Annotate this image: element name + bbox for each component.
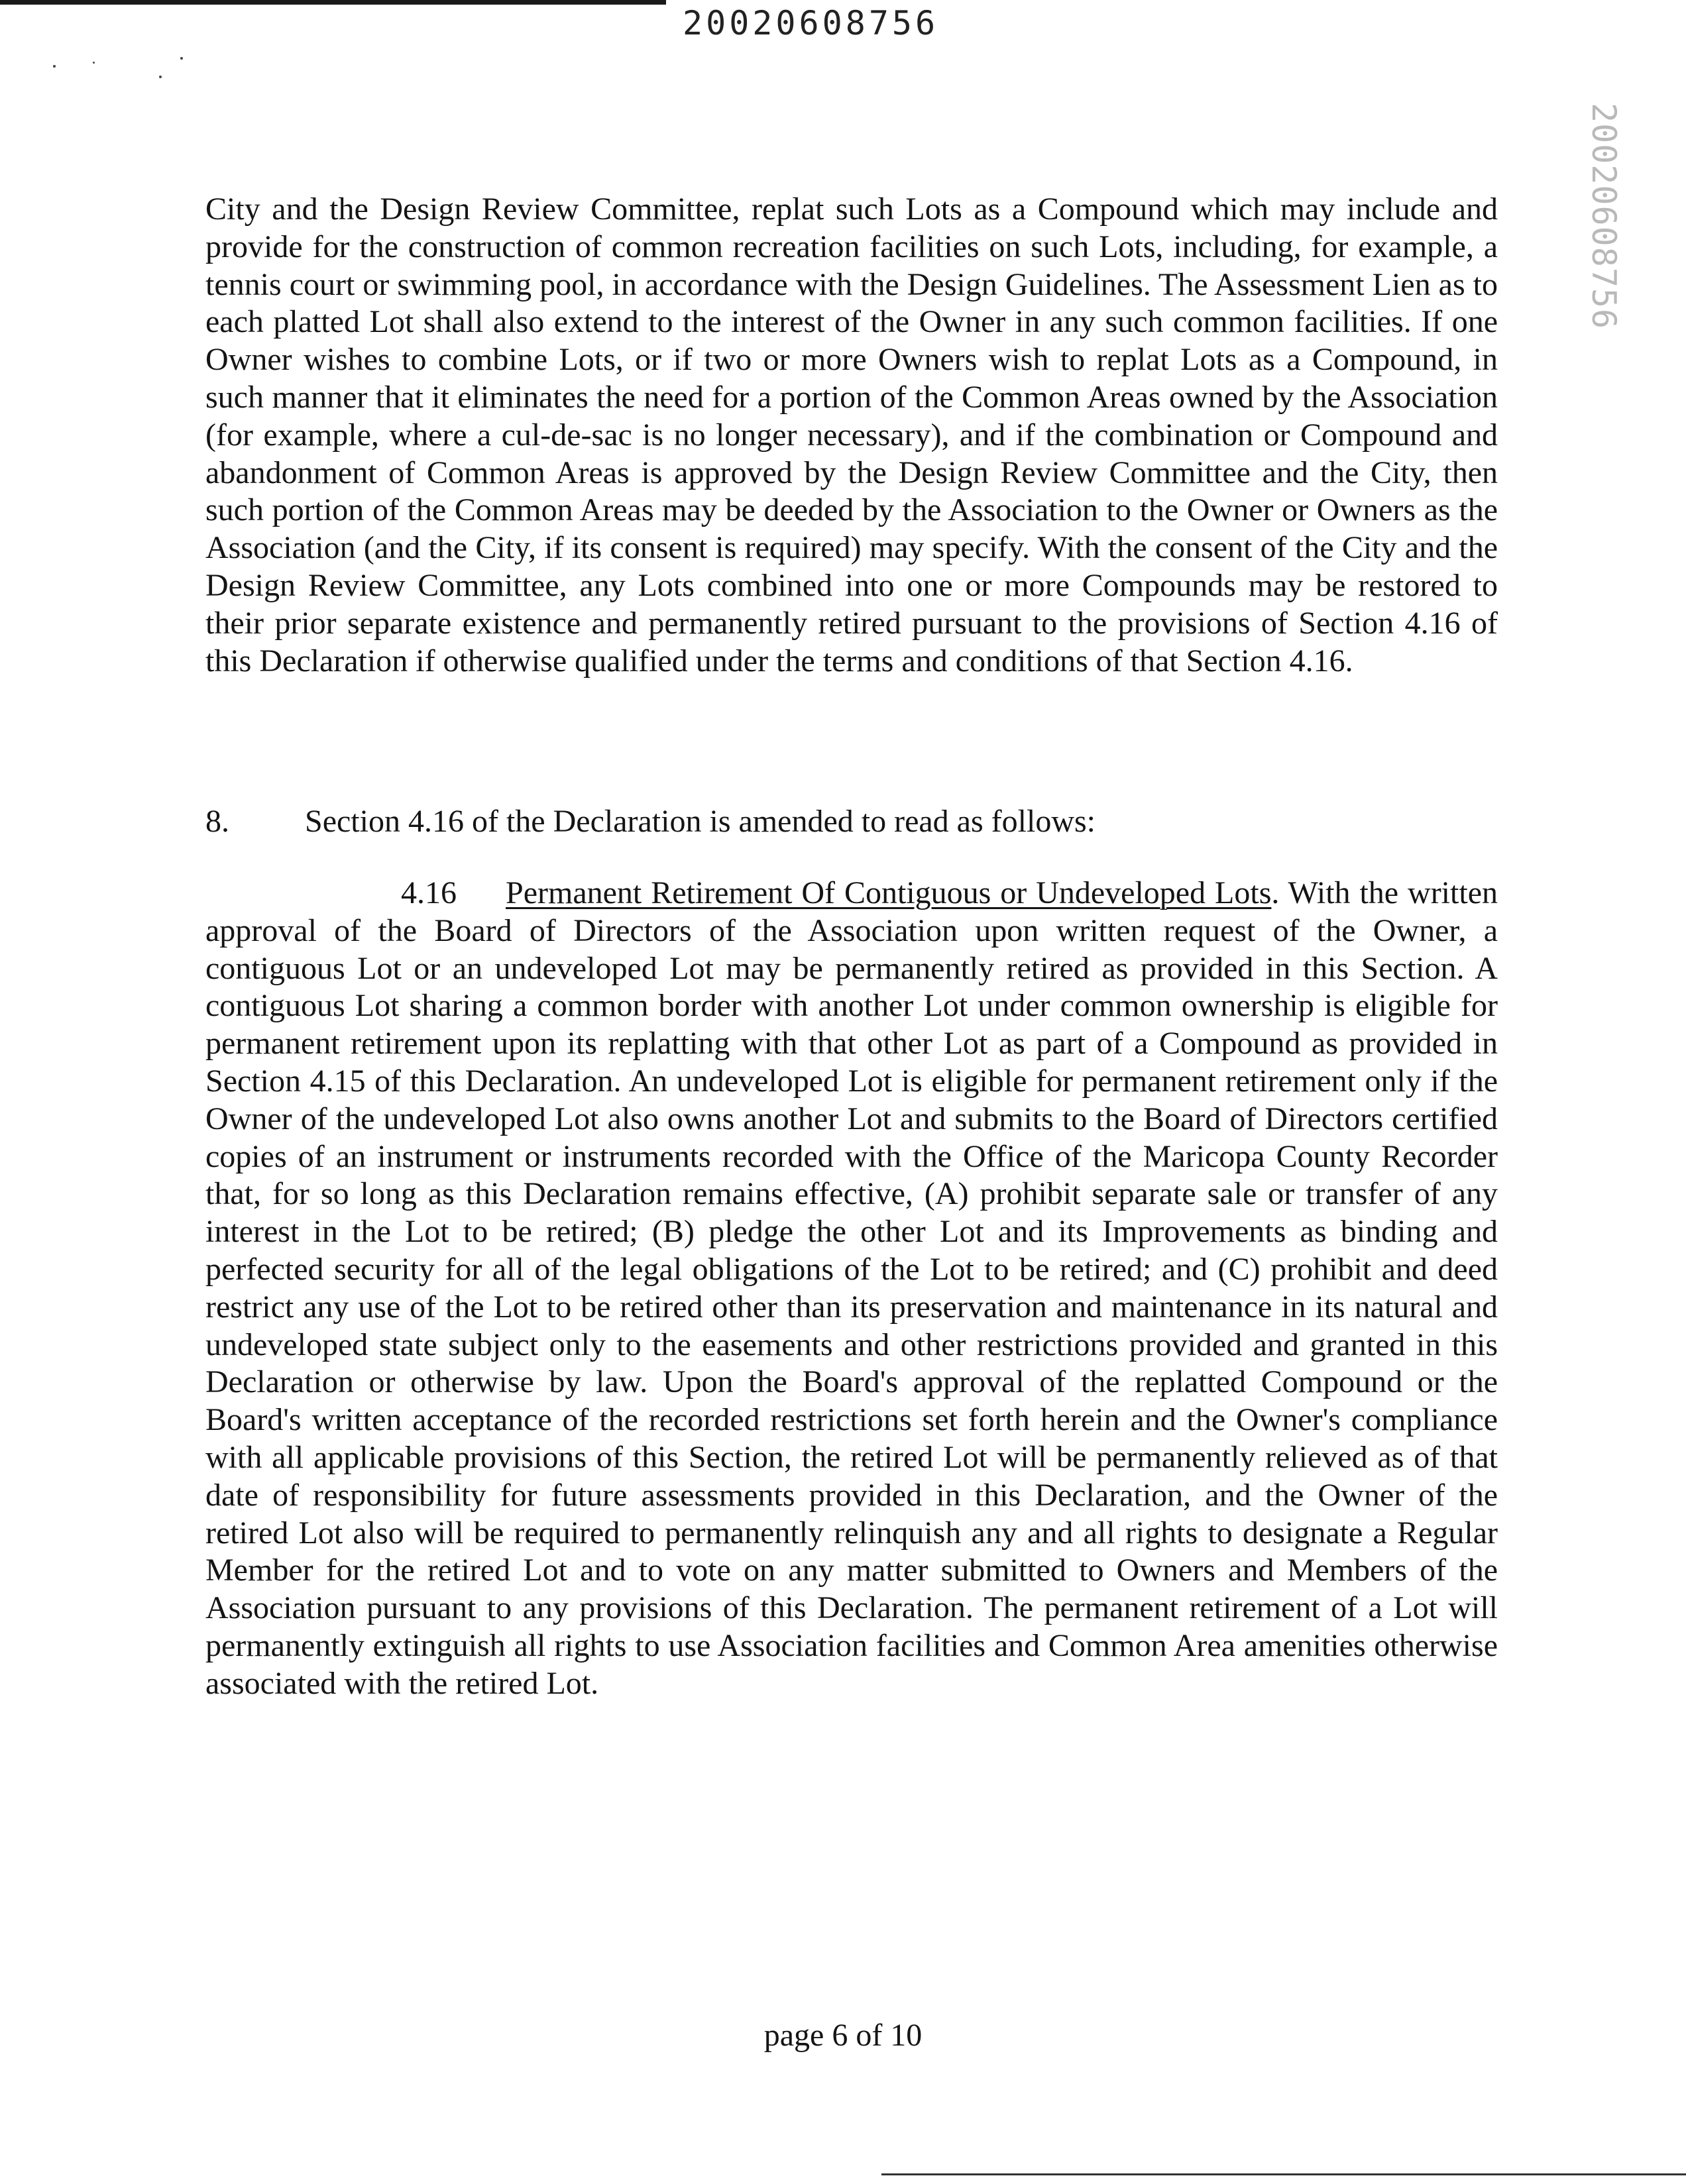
recording-number: 20020608756 xyxy=(683,4,939,42)
amendment-item-text: Section 4.16 of the Declaration is amended to read as follows: xyxy=(305,804,1096,839)
section-number: 4.16 xyxy=(401,875,457,910)
scan-speck xyxy=(180,57,183,60)
section-body: With the written approval of the Board of Directors of the Association upon written request of the Owner, a contiguous Lot or an undeveloped Lot may be permanently retired as provided in this Section. A contiguous Lot sharing a common border with another Lot under common ownership is eligible for permanent retirement upon its replatting with that other Lot as part of a Compound as provided in Section 4.15 of this Declaration. An undeveloped Lot is eligible for permanent retirement only if the Owner of the undeveloped Lot also owns another Lot and submits to the Board of Directors certified copies of an instrument or instruments recorded with the Office of the Maricopa County Recorder that, for so long as this Declaration remains effective, (A) prohibit separate sale or transfer of any interest in the Lot to be retired; (B) pledge the other Lot and its Improvements as binding and perfected security for all of the legal obligations of the Lot to be retired; and (C) prohibit and deed restrict any use of the Lot to be retired other than its preservation and maintenance in its natural and undeveloped state subject only to the easements and other restrictions provided and granted in this Declaration or otherwise by law. Upon the Board's approval of the replatted Compound or the Board's written acceptance of the recorded restrictions set forth herein and the Owner's compliance with all applicable provisions of this Section, the retired Lot will be permanently relieved as of that date of responsibility for future assessments provided in this Declaration, and the Owner of the retired Lot also will be required to permanently relinquish any and all rights to designate a Regular Member for the retired Lot and to vote on any matter submitted to Owners and Members of the Association pursuant to any provisions of this Declaration. The permanent retirement of a Lot will permanently extinguish all rights to use Association facilities and Common Area amenities otherwise associated with the retired Lot. xyxy=(205,875,1498,1701)
amendment-item-number: 8. xyxy=(205,804,229,839)
section-paragraph xyxy=(205,875,1498,1703)
section-title: Permanent Retirement Of Contiguous or Undeveloped Lots xyxy=(506,875,1272,910)
scan-speck xyxy=(53,65,56,68)
section-title-end: . xyxy=(1271,875,1280,910)
side-stamp-number: 20020608756 xyxy=(1585,103,1623,330)
scan-speck xyxy=(159,76,162,78)
page-number: page 6 of 10 xyxy=(763,2018,923,2053)
continuation-paragraph: City and the Design Review Committee, replat such Lots as a Compound which may include and provide for the construction of common recreation facilities on such Lots, including, for example, a tennis court or swimming pool, in accordance with the Design Guidelines. The Assessment Lien as to each platted Lot shall also extend to the interest of the Owner in any such common facilities. If one Owner wishes to combine Lots, or if two or more Owners wish to replat Lots as a Compound, in such manner that it eliminates the need for a portion of the Common Areas owned by the Association (for example, where a cul-de-sac is no longer necessary), and if the combination or Compound and abandonment of Common Areas is approved by the Design Review Committee and the City, then such portion of the Common Areas may be deeded by the Association to the Owner or Owners as the Association (and the City, if its consent is required) may specify. With the consent of the City and the Design Review Committee, any Lots combined into one or more Compounds may be restored to their prior separate existence and permanently retired pursuant to the provisions of Section 4.16 of this Declaration if otherwise qualified under the terms and conditions of that Section 4.16. xyxy=(205,191,1498,679)
side-stamp xyxy=(1581,103,1627,331)
scan-speck xyxy=(93,62,95,64)
amendment-item xyxy=(205,802,1096,842)
top-rule xyxy=(0,0,666,5)
bottom-rule xyxy=(881,2173,1686,2175)
